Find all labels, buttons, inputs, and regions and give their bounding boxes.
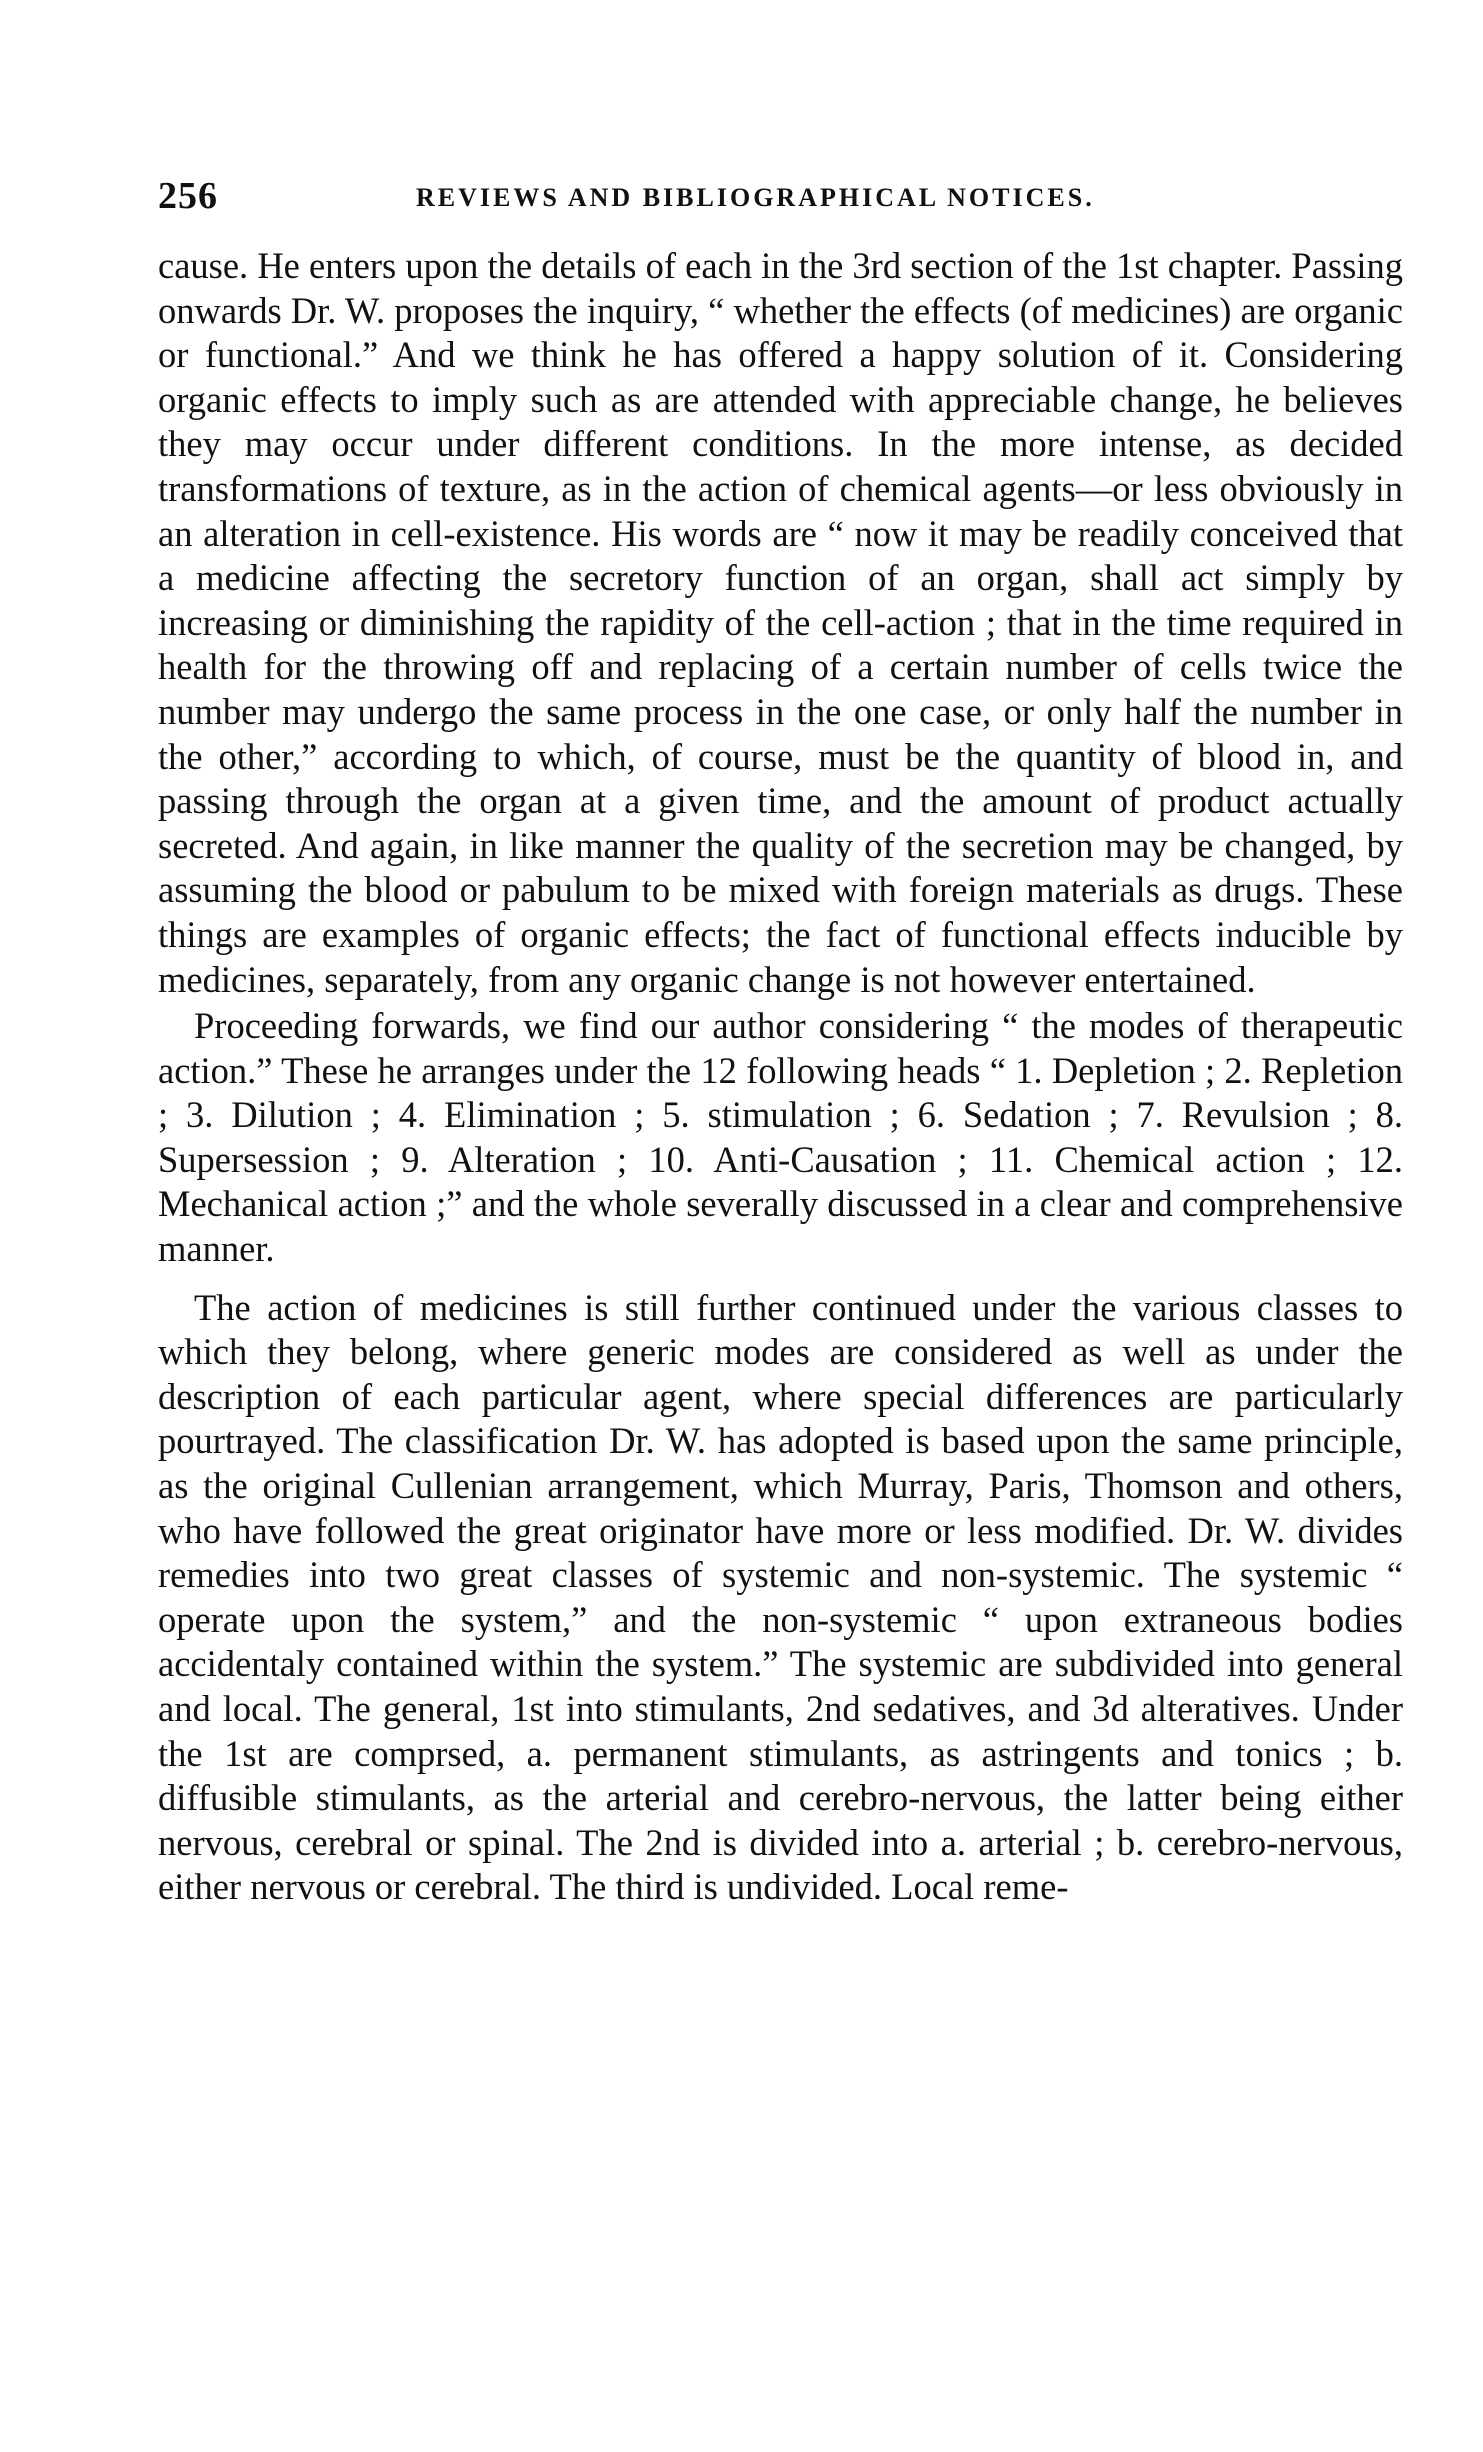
running-head [158,172,1398,220]
paragraph-classification: The action of medicines is still further continued under the various classes to which they belong, where generic modes are considered as well as under the description of each particular agent, where special differences are particularly pourtrayed. The classification Dr. W. has adopted is based upon the same principle, as the original Cullenian arrangement, which Murray, Paris, Thomson and others, who have followed the great originator have more or less modified. Dr. W. divides remedies into two great classes of systemic and non-systemic. The systemic “ operate upon the system,” and the non-systemic “ upon extraneous bodies accidentaly contained within the system.” The systemic are subdivided into general and local. The general, 1st into stimulants, 2nd sedatives, and 3d alteratives. Under the 1st are comprsed, a. permanent stimulants, as astringents and tonics ; b. diffusible stimulants, as the arterial and cerebro-nervous, the latter being either nervous, cerebral or spinal. The 2nd is divided into a. arterial ; b. cerebro-nervous, either nervous or cerebral. The third is undivided. Local reme- [158,1286,1403,1908]
paragraph-continued: cause. He enters upon the details of each in the 3rd section of the 1st chapter. Passing onwards Dr. W. proposes the inquiry, “ whether the effects (of medicines) are organic or functional.” And we think he has offered a happy solution of it. Considering organic effects to imply such as are attended with appreciable change, he believes they may occur under different conditions. In the more intense, as decided transformations of texture, as in the action of chemical agents—or less obviously in an alteration in cell-existence. His words are “ now it may be readily conceived that a medicine affecting the secretory function of an organ, shall act simply by increasing or diminishing the rapidity of the cell-action ; that in the time required in health for the throwing off and replacing of a certain number of cells twice the number may undergo the same process in the one case, or only half the number in the other,” according to which, of course, must be the quantity of blood in, and passing through the organ at a given time, and the amount of product actually secreted. And again, in like manner the quality of the secretion may be changed, by assuming the blood or pabulum to be mixed with foreign materials as drugs. These things are examples of organic effects; the fact of functional effects inducible by medicines, separately, from any organic change is not however entertained. [158,245,1404,1000]
running-title: REVIEWS AND BIBLIOGRAPHICAL NOTICES. [416,183,1095,212]
paragraph-therapeutic-modes: Proceeding forwards, we find our author considering “ the modes of therapeutic action.” These he arranges under the 12 following heads “ 1. Depletion ; 2. Repletion ; 3. Dilution ; 4. Elimination ; 5. stimulation ; 6. Sedation ; 7. Revulsion ; 8. Supersession ; 9. Alteration ; 10. Anti-Causation ; 11. Chemical action ; 12. Mechanical action ;” and the whole severally discussed in a clear and comprehensive manner. [158,1005,1403,1270]
body-text [158,244,1403,1910]
page-number: 256 [158,175,218,217]
